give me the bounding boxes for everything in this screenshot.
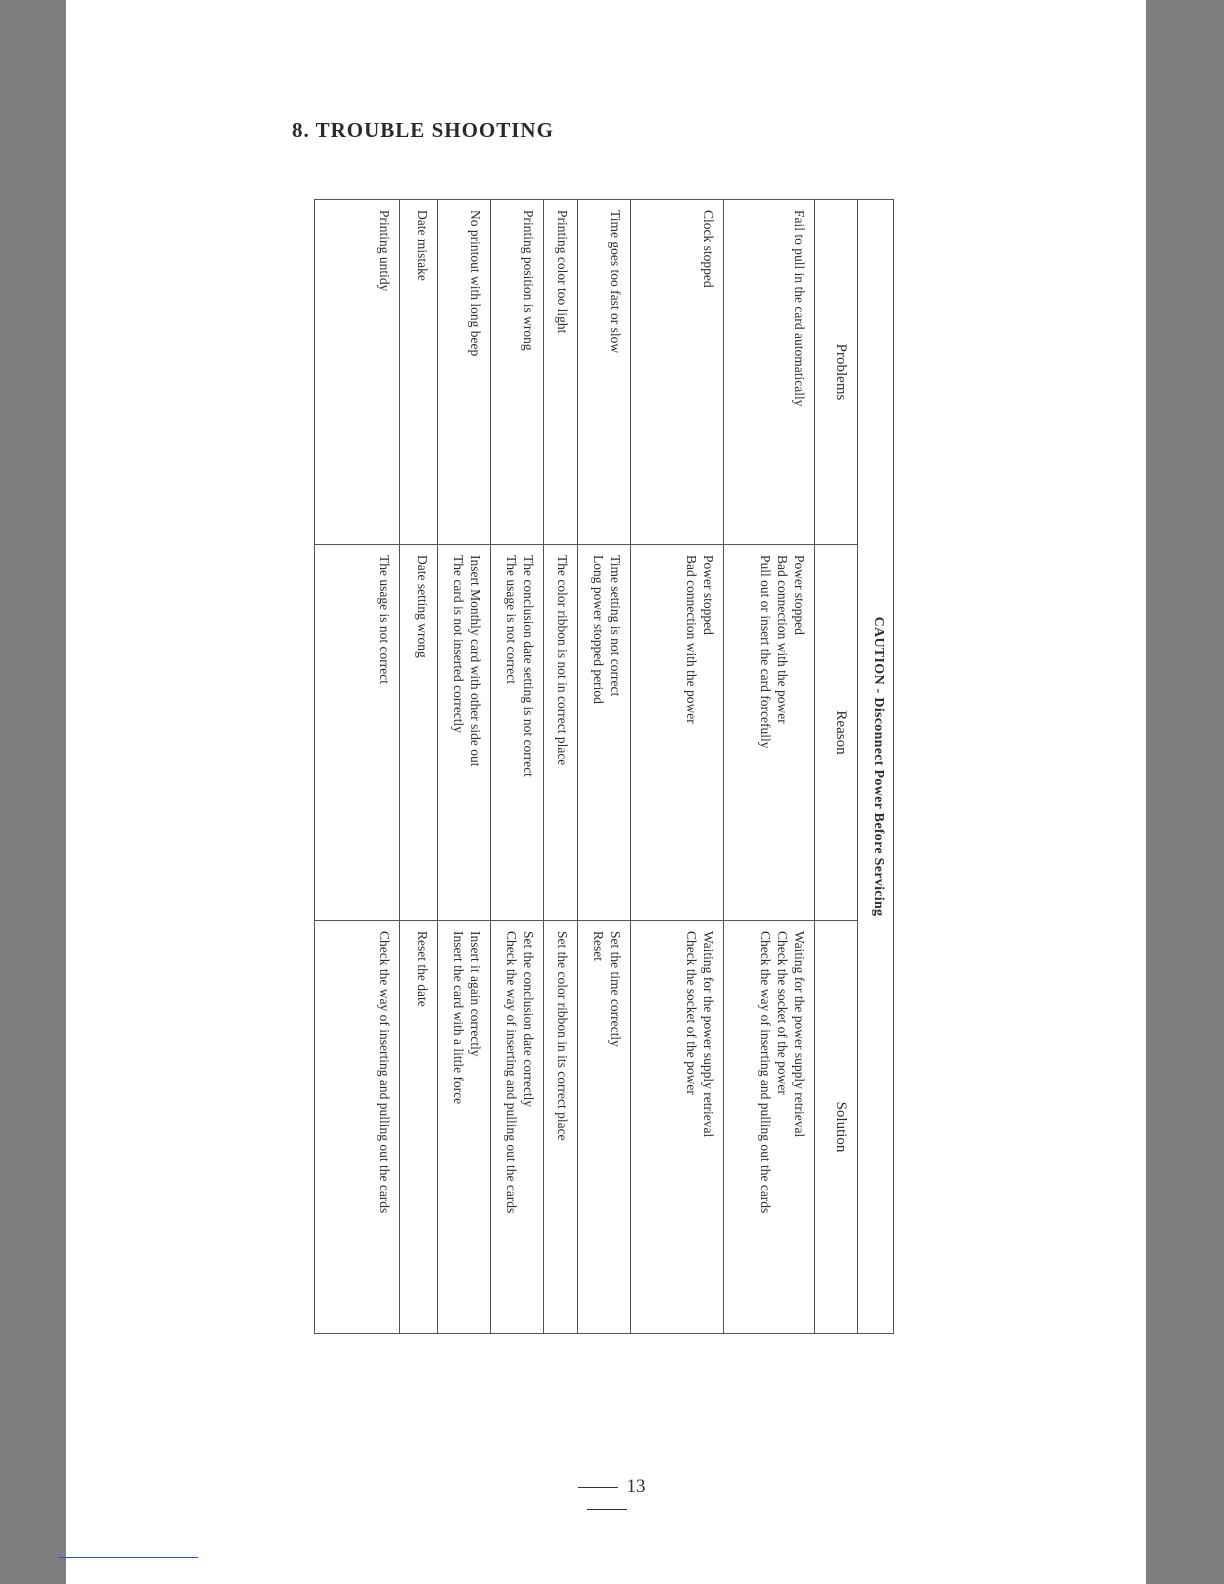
solution-cell <box>578 921 631 1334</box>
column-header-problems: Problems <box>815 200 858 545</box>
solution-cell <box>631 921 724 1334</box>
caution-header: CAUTION - Disconnect Power Before Servicing <box>858 200 894 1334</box>
table-row <box>631 200 724 1334</box>
document-page <box>66 0 1146 1584</box>
problem-cell: Printing untidy <box>315 200 400 545</box>
reason-cell <box>438 545 491 921</box>
solution-cell <box>438 921 491 1334</box>
solution-line: Check the socket of the power <box>775 931 790 1095</box>
solution-line: Set the color ribbon in its correct place <box>555 931 570 1141</box>
column-header-reason: Reason <box>815 545 858 921</box>
footer-dash-right <box>587 1509 627 1510</box>
table-row <box>315 200 400 1334</box>
troubleshooting-table-container <box>350 199 894 1333</box>
reason-cell <box>544 545 578 921</box>
reason-line: The card is not inserted correctly <box>451 555 466 734</box>
reason-line: The usage is not correct <box>377 555 392 684</box>
page-footer <box>542 1476 672 1520</box>
solution-line: Check the way of inserting and pulling out the cards <box>377 931 392 1214</box>
reason-cell <box>578 545 631 921</box>
reason-line: Bad connection with the power <box>684 555 699 724</box>
solution-line: Set the conclusion date correctly <box>521 931 536 1108</box>
column-header-solution: Solution <box>815 921 858 1334</box>
solution-line: Reset the date <box>415 931 430 1007</box>
solution-cell <box>315 921 400 1334</box>
table-row <box>400 200 438 1334</box>
reason-line: Power stopped <box>701 555 716 635</box>
reason-line: Time setting is not correct <box>608 555 623 697</box>
solution-line: Check the way of inserting and pulling out the cards <box>504 931 519 1214</box>
problem-cell: Printing position is wrong <box>491 200 544 545</box>
solution-cell <box>491 921 544 1334</box>
section-title: 8. TROUBLE SHOOTING <box>292 118 554 142</box>
solution-cell <box>724 921 815 1334</box>
reason-cell <box>631 545 724 921</box>
problem-cell: No printout with long beep <box>438 200 491 545</box>
reason-line: The usage is not correct <box>504 555 519 684</box>
page-number: 13 <box>626 1476 646 1497</box>
problem-cell: Date mistake <box>400 200 438 545</box>
solution-line: Set the time correctly <box>608 931 623 1047</box>
reason-line: Date setting wrong <box>415 555 430 658</box>
table-row <box>438 200 491 1334</box>
solution-line: Insert the card with a little force <box>451 931 466 1105</box>
solution-line: Waiting for the power supply retrieval <box>701 931 716 1138</box>
problem-cell: Time goes too fast or slow <box>578 200 631 545</box>
reason-line: Pull out or insert the card forcefully <box>758 555 773 749</box>
reason-cell <box>724 545 815 921</box>
table-row <box>491 200 544 1334</box>
reason-line: Insert Monthly card with other side out <box>468 555 483 767</box>
table-row <box>724 200 815 1334</box>
reason-line: Power stopped <box>792 555 807 635</box>
link-underline[interactable] <box>58 1557 198 1558</box>
solution-line: Reset <box>591 931 606 961</box>
problem-cell: Fail to pull in the card automatically <box>724 200 815 545</box>
solution-line: Waiting for the power supply retrieval <box>792 931 807 1138</box>
table-row <box>544 200 578 1334</box>
solution-cell <box>544 921 578 1334</box>
reason-line: The conclusion date setting is not correct <box>521 555 536 777</box>
solution-line: Insert it again correctly <box>468 931 483 1057</box>
reason-line: Bad connection with the power <box>775 555 790 724</box>
reason-line: The color ribbon is not in correct place <box>555 555 570 766</box>
reason-cell <box>491 545 544 921</box>
troubleshooting-table-rotated <box>350 199 894 1333</box>
troubleshooting-table <box>314 199 894 1334</box>
reason-cell <box>315 545 400 921</box>
reason-line: Long power stopped period <box>591 555 606 704</box>
problem-cell: Clock stopped <box>631 200 724 545</box>
reason-cell <box>400 545 438 921</box>
footer-dash-left <box>578 1487 618 1488</box>
solution-cell <box>400 921 438 1334</box>
problem-cell: Printing color too light <box>544 200 578 545</box>
solution-line: Check the way of inserting and pulling out the cards <box>758 931 773 1214</box>
table-row <box>578 200 631 1334</box>
solution-line: Check the socket of the power <box>684 931 699 1095</box>
